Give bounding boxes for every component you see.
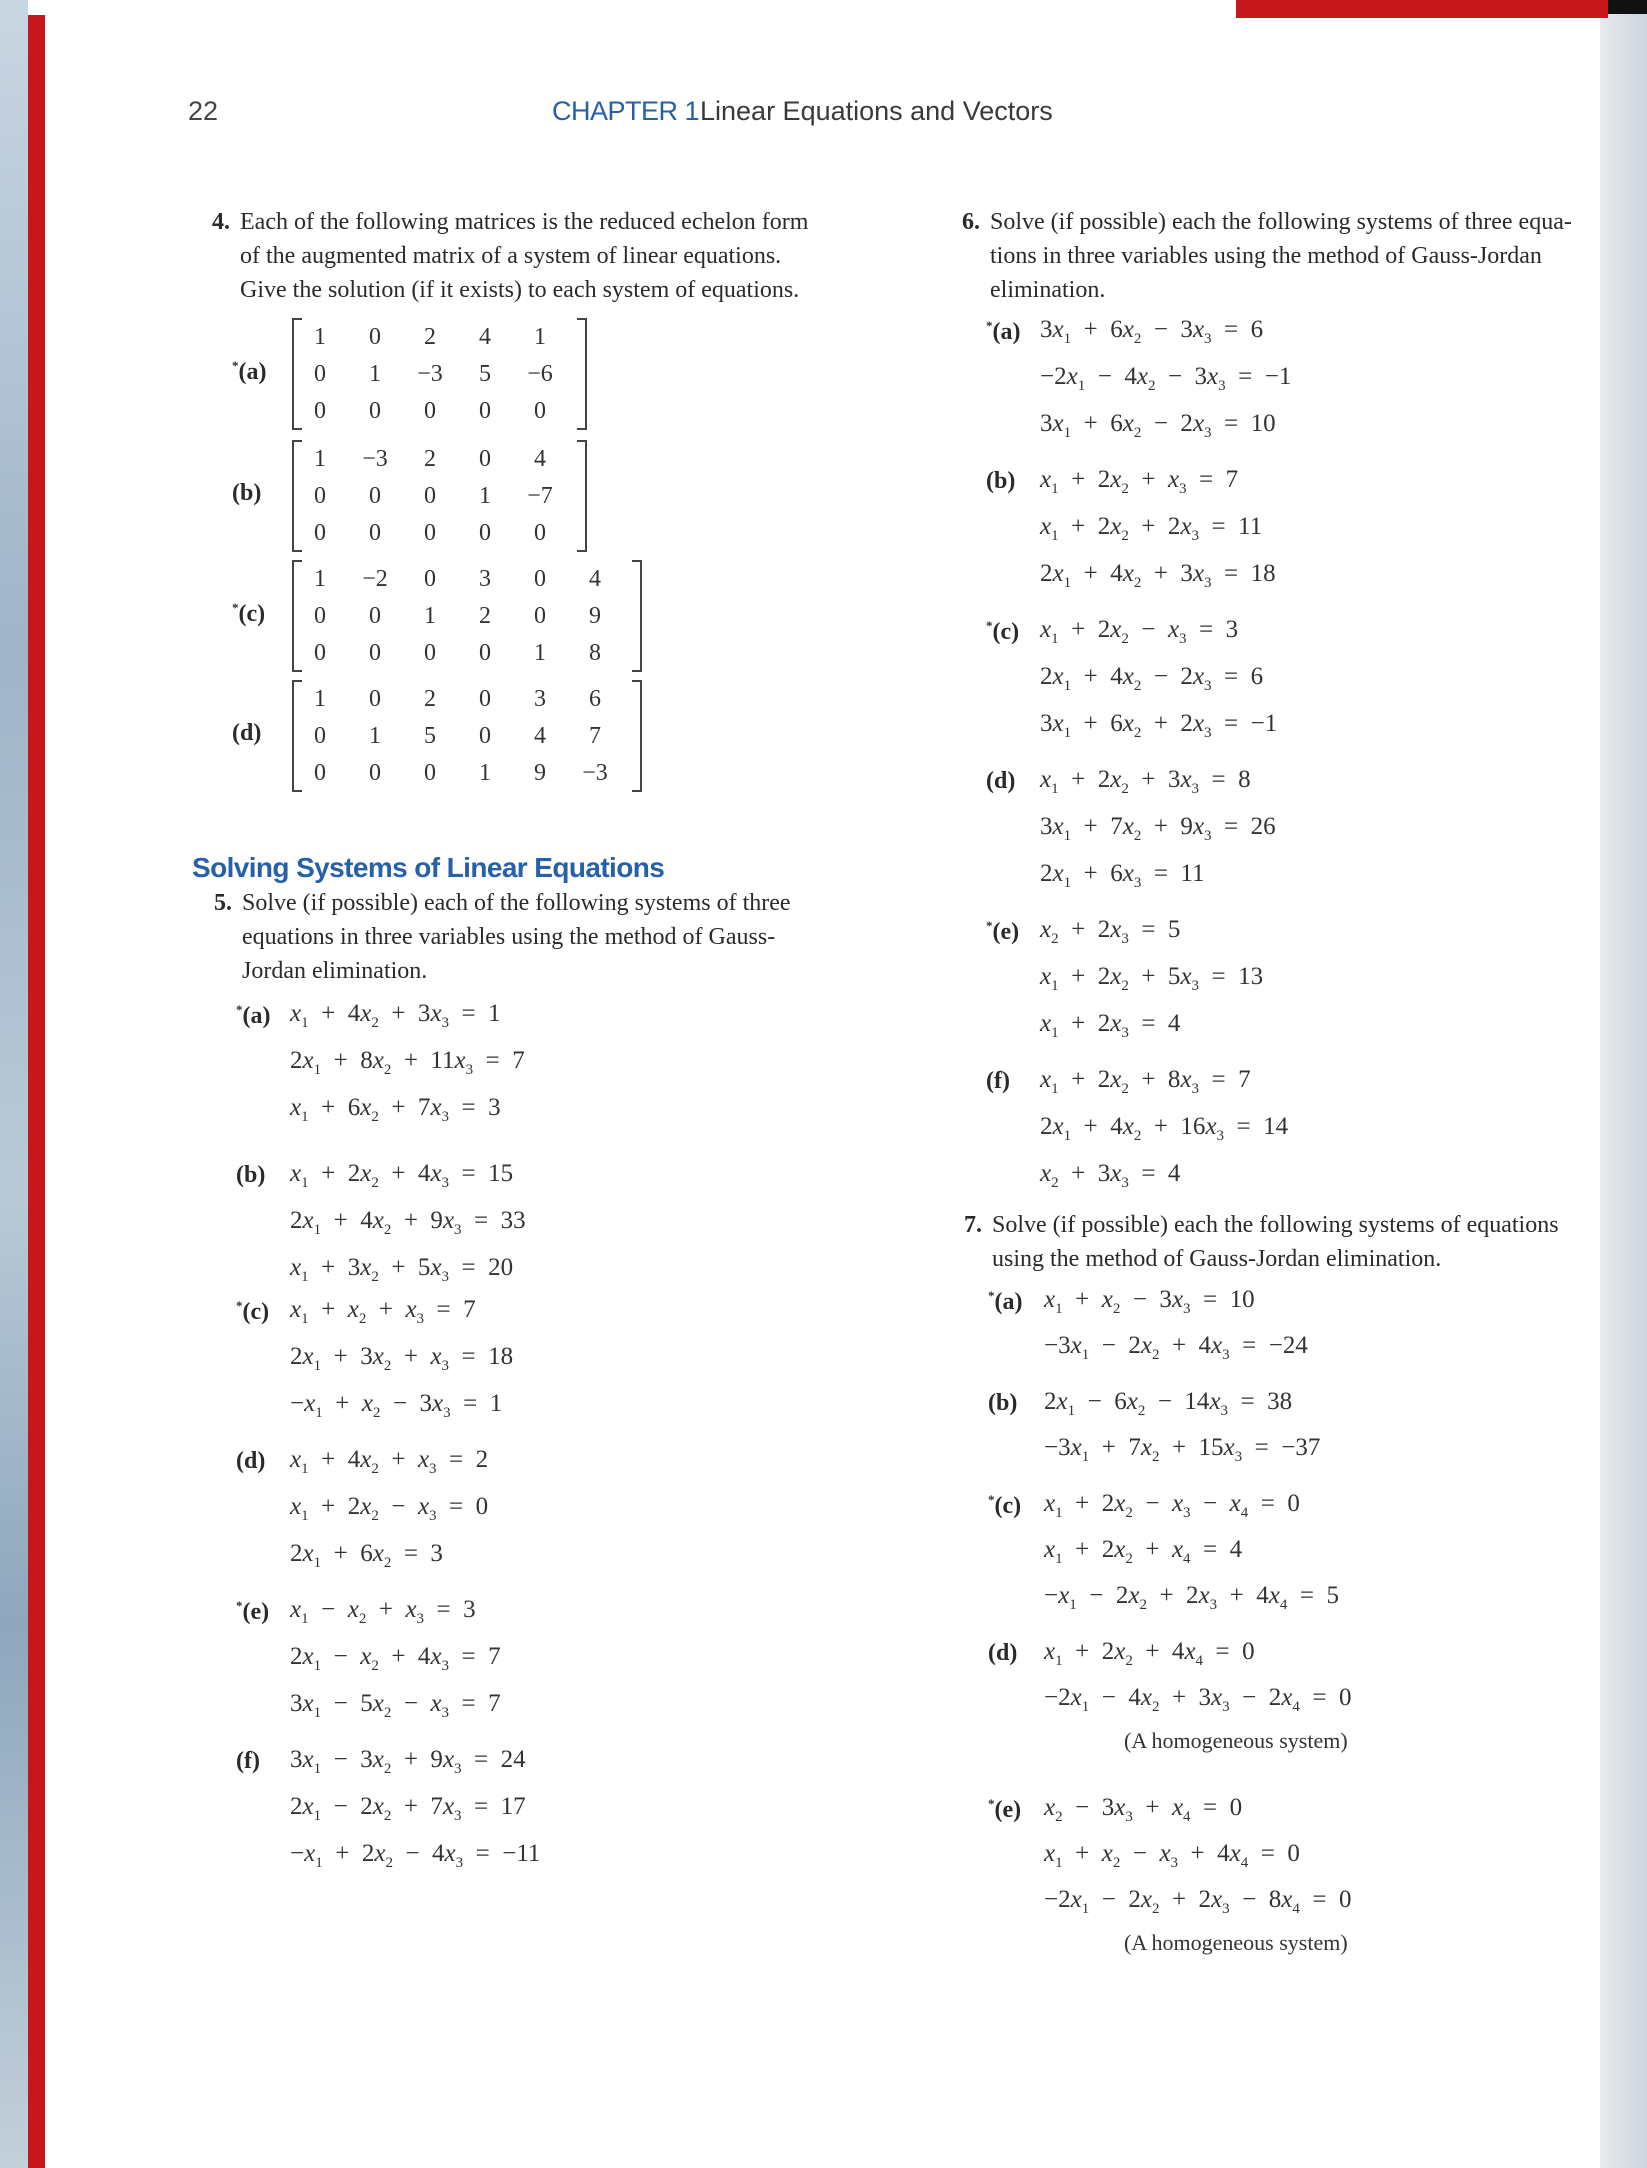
matrix-cell: −6 bbox=[527, 361, 553, 387]
part-label-text: (c) bbox=[994, 1493, 1022, 1519]
matrix-cell: 0 bbox=[424, 398, 436, 424]
matrix-cell: 0 bbox=[369, 603, 381, 629]
star-icon: * bbox=[232, 600, 239, 615]
exercise5-part-label bbox=[236, 1598, 269, 1626]
right-page-edge bbox=[1600, 0, 1647, 2168]
matrix-cell: −3 bbox=[362, 446, 388, 472]
exercise7-part-label bbox=[988, 1640, 1017, 1667]
matrix-cell: 0 bbox=[534, 398, 546, 424]
exercise6-part-label bbox=[986, 918, 1019, 946]
equation: $2x_1 + 3x_2 + x_3 = 18$ bbox=[290, 1343, 514, 1374]
part-label-text: (a) bbox=[992, 319, 1021, 345]
matrix-cell: 5 bbox=[424, 723, 436, 749]
equation: $x_1 + 2x_2 + 8x_3 = 7$ bbox=[1040, 1066, 1251, 1097]
exercise4-part-label bbox=[232, 480, 261, 507]
equation: $-2x_1 - 4x_2 - 3x_3 = -1$ bbox=[1040, 363, 1292, 394]
part-label-text: (c) bbox=[238, 601, 266, 627]
equation: $-3x_1 - 2x_2 + 4x_3 = -24$ bbox=[1044, 1332, 1308, 1363]
part-label-text: (e) bbox=[992, 919, 1020, 945]
equation: $-x_1 - 2x_2 + 2x_3 + 4x_4 = 5$ bbox=[1044, 1582, 1339, 1613]
equation: $x_1 + 2x_2 + 4x_4 = 0$ bbox=[1044, 1638, 1255, 1669]
matrix-cell: 1 bbox=[314, 446, 326, 472]
left-edge-photo bbox=[0, 0, 28, 2168]
exercise4-number: 4. bbox=[212, 209, 230, 235]
exercise4-part-label bbox=[232, 600, 265, 628]
exercise5-part-label bbox=[236, 1748, 260, 1775]
matrix-cell: 2 bbox=[424, 686, 436, 712]
part-label-text: (c) bbox=[992, 619, 1020, 645]
exercise4-text-line: Give the solution (if it exists) to each system of equations. bbox=[240, 277, 800, 303]
matrix-cell: 0 bbox=[314, 361, 326, 387]
exercise7-text-line: using the method of Gauss-Jordan elimination. bbox=[992, 1246, 1442, 1272]
part-label-text: (e) bbox=[242, 1599, 270, 1625]
equation: $x_1 + x_2 - x_3 + 4x_4 = 0$ bbox=[1044, 1840, 1300, 1871]
matrix-cell: 0 bbox=[479, 640, 491, 666]
part-label-text: (d) bbox=[986, 768, 1016, 794]
part-label-text: (f) bbox=[236, 1748, 260, 1774]
matrix-cell: 4 bbox=[479, 324, 491, 350]
equation: $2x_1 + 8x_2 + 11x_3 = 7$ bbox=[290, 1047, 525, 1078]
matrix-cell: 0 bbox=[314, 398, 326, 424]
part-label-text: (d) bbox=[232, 720, 262, 746]
matrix-cell: 0 bbox=[479, 520, 491, 546]
exercise4-part-label bbox=[232, 358, 266, 386]
homogeneous-note: (A homogeneous system) bbox=[1124, 1930, 1348, 1955]
exercise5-text-line: Jordan elimination. bbox=[242, 958, 428, 984]
matrix-cell: −3 bbox=[417, 361, 443, 387]
equation: $2x_1 + 4x_2 + 9x_3 = 33$ bbox=[290, 1207, 526, 1238]
equation: $x_1 + 2x_2 - x_3 = 0$ bbox=[290, 1493, 489, 1524]
matrix-cell: 4 bbox=[534, 723, 546, 749]
equation: $x_2 - 3x_3 + x_4 = 0$ bbox=[1044, 1794, 1243, 1825]
matrix-cell: 0 bbox=[369, 760, 381, 786]
exercise7-number: 7. bbox=[964, 1212, 982, 1238]
part-label-text: (a) bbox=[242, 1003, 271, 1029]
matrix-cell: 0 bbox=[534, 520, 546, 546]
equation: $x_1 + 2x_2 - x_3 = 3$ bbox=[1040, 616, 1239, 647]
exercise5-part-label bbox=[236, 1448, 265, 1475]
matrix-cell: 1 bbox=[369, 361, 381, 387]
equation: $x_1 + 4x_2 + 3x_3 = 1$ bbox=[290, 1000, 501, 1031]
exercise5-part-label bbox=[236, 1162, 265, 1189]
equation: $3x_1 + 6x_2 - 3x_3 = 6$ bbox=[1040, 316, 1264, 347]
part-label-text: (e) bbox=[994, 1797, 1022, 1823]
equation: $x_1 + 2x_3 = 4$ bbox=[1040, 1010, 1181, 1041]
matrix-cell: 1 bbox=[314, 686, 326, 712]
exercise6-part-label bbox=[986, 468, 1015, 495]
matrix-cell: 0 bbox=[424, 483, 436, 509]
star-icon: * bbox=[986, 318, 993, 333]
matrix-cell: −7 bbox=[527, 483, 553, 509]
exercise7-part-label bbox=[988, 1390, 1017, 1417]
matrix-cell: 8 bbox=[589, 640, 601, 666]
matrix-cell: 1 bbox=[369, 723, 381, 749]
homogeneous-note: (A homogeneous system) bbox=[1124, 1728, 1348, 1753]
matrix-cell: −2 bbox=[362, 566, 388, 592]
equation: $3x_1 + 6x_2 + 2x_3 = -1$ bbox=[1040, 710, 1278, 741]
matrix-cell: 0 bbox=[314, 483, 326, 509]
equation: $x_1 + 2x_2 + 2x_3 = 11$ bbox=[1040, 513, 1263, 544]
exercise7-part-label bbox=[988, 1492, 1021, 1520]
matrix-cell: 3 bbox=[479, 566, 491, 592]
matrix-cell: 0 bbox=[479, 686, 491, 712]
matrix-cell: 0 bbox=[424, 760, 436, 786]
star-icon: * bbox=[986, 918, 993, 933]
equation: $x_1 + 2x_2 + x_4 = 4$ bbox=[1044, 1536, 1243, 1567]
equation: $-3x_1 + 7x_2 + 15x_3 = -37$ bbox=[1044, 1434, 1321, 1465]
exercise6-part-label bbox=[986, 768, 1015, 795]
page-header bbox=[188, 96, 1488, 136]
part-label-text: (a) bbox=[238, 359, 267, 385]
matrix-cell: 1 bbox=[534, 640, 546, 666]
exercise7-text-line: Solve (if possible) each the following systems of equations bbox=[992, 1212, 1559, 1238]
matrix-cell: 6 bbox=[589, 686, 601, 712]
matrix-cell: 0 bbox=[314, 520, 326, 546]
equation: $2x_1 - x_2 + 4x_3 = 7$ bbox=[290, 1643, 501, 1674]
star-icon: * bbox=[236, 1002, 243, 1017]
equation: $2x_1 - 2x_2 + 7x_3 = 17$ bbox=[290, 1793, 526, 1824]
top-dark-corner bbox=[1608, 0, 1647, 14]
equation: $x_1 + 6x_2 + 7x_3 = 3$ bbox=[290, 1094, 501, 1125]
equation: $x_1 + 2x_2 - x_3 - x_4 = 0$ bbox=[1044, 1490, 1300, 1521]
exercise4-part-label bbox=[232, 720, 261, 747]
part-label-text: (b) bbox=[988, 1390, 1018, 1416]
exercise4-text-line: Each of the following matrices is the reduced echelon form bbox=[240, 209, 809, 235]
matrix-cell: 0 bbox=[534, 603, 546, 629]
part-label-text: (a) bbox=[994, 1289, 1023, 1315]
matrix-cell: 0 bbox=[369, 398, 381, 424]
page-number: 22 bbox=[188, 96, 219, 126]
exercise5-part-label bbox=[236, 1002, 270, 1030]
exercise6-text-line: Solve (if possible) each the following systems of three equa- bbox=[990, 209, 1572, 235]
matrix-right-bracket bbox=[577, 440, 587, 552]
exercise6-text-line: elimination. bbox=[990, 277, 1106, 303]
equation: $2x_1 - 6x_2 - 14x_3 = 38$ bbox=[1044, 1388, 1293, 1419]
matrix-right-bracket bbox=[632, 680, 642, 792]
equation: $x_1 + 2x_2 + 3x_3 = 8$ bbox=[1040, 766, 1251, 797]
matrix-cell: 3 bbox=[534, 686, 546, 712]
equation: $-x_1 + 2x_2 - 4x_3 = -11$ bbox=[290, 1840, 541, 1871]
matrix-cell: 0 bbox=[369, 324, 381, 350]
exercise5-text-line: equations in three variables using the method of Gauss- bbox=[242, 924, 776, 950]
matrix-cell: −3 bbox=[582, 760, 608, 786]
exercise5-part-label bbox=[236, 1298, 269, 1326]
equation: $2x_1 + 6x_2 = 3$ bbox=[290, 1540, 443, 1571]
equation: $-x_1 + x_2 - 3x_3 = 1$ bbox=[290, 1390, 503, 1421]
matrix-cell: 0 bbox=[314, 760, 326, 786]
part-label-text: (b) bbox=[232, 480, 262, 506]
matrix-cell: 1 bbox=[534, 324, 546, 350]
matrix-cell: 1 bbox=[314, 566, 326, 592]
matrix-cell: 5 bbox=[479, 361, 491, 387]
equation: $3x_1 + 6x_2 - 2x_3 = 10$ bbox=[1040, 410, 1276, 441]
exercise7-part-label bbox=[988, 1288, 1022, 1316]
matrix-cell: 1 bbox=[424, 603, 436, 629]
matrix-cell: 1 bbox=[479, 760, 491, 786]
page-red-edge bbox=[28, 15, 45, 2168]
matrix-cell: 0 bbox=[314, 603, 326, 629]
top-red-edge bbox=[1236, 0, 1608, 18]
part-label-text: (c) bbox=[242, 1299, 270, 1325]
equation: $3x_1 + 7x_2 + 9x_3 = 26$ bbox=[1040, 813, 1276, 844]
part-label-text: (f) bbox=[986, 1068, 1010, 1094]
part-label-text: (b) bbox=[236, 1162, 266, 1188]
chapter-label: CHAPTER 1 bbox=[552, 96, 700, 126]
matrix-cell: 0 bbox=[424, 640, 436, 666]
equation: $x_1 + x_2 - 3x_3 = 10$ bbox=[1044, 1286, 1255, 1317]
equation: $2x_1 + 4x_2 + 3x_3 = 18$ bbox=[1040, 560, 1276, 591]
matrix-cell: 0 bbox=[479, 398, 491, 424]
matrix-cell: 9 bbox=[589, 603, 601, 629]
matrix-cell: 2 bbox=[424, 446, 436, 472]
matrix-cell: 0 bbox=[314, 723, 326, 749]
matrix-cell: 0 bbox=[479, 446, 491, 472]
matrix-cell: 0 bbox=[369, 483, 381, 509]
part-label-text: (d) bbox=[236, 1448, 266, 1474]
exercise6-part-label bbox=[986, 318, 1020, 346]
equation: $-2x_1 - 4x_2 + 3x_3 - 2x_4 = 0$ bbox=[1044, 1684, 1352, 1715]
matrix-cell: 0 bbox=[369, 686, 381, 712]
matrix-cell: 1 bbox=[479, 483, 491, 509]
equation: $x_1 - x_2 + x_3 = 3$ bbox=[290, 1596, 476, 1627]
matrix-cell: 0 bbox=[369, 640, 381, 666]
matrix-cell: 2 bbox=[424, 324, 436, 350]
matrix-cell: 1 bbox=[314, 324, 326, 350]
exercise5-number: 5. bbox=[214, 890, 232, 916]
star-icon: * bbox=[236, 1598, 243, 1613]
star-icon: * bbox=[986, 618, 993, 633]
equation: $x_1 + 4x_2 + x_3 = 2$ bbox=[290, 1446, 489, 1477]
part-label-text: (b) bbox=[986, 468, 1016, 494]
equation: $2x_1 + 4x_2 - 2x_3 = 6$ bbox=[1040, 663, 1264, 694]
equation: $x_1 + 2x_2 + 4x_3 = 15$ bbox=[290, 1160, 514, 1191]
equation: $x_2 + 3x_3 = 4$ bbox=[1040, 1160, 1181, 1191]
matrix-cell: 0 bbox=[369, 520, 381, 546]
matrix-cell: 7 bbox=[589, 723, 601, 749]
exercise6-part-label bbox=[986, 618, 1019, 646]
matrix-right-bracket bbox=[632, 560, 642, 672]
equation: $x_1 + 2x_2 + 5x_3 = 13$ bbox=[1040, 963, 1264, 994]
matrix-cell: 4 bbox=[534, 446, 546, 472]
matrix-right-bracket bbox=[577, 318, 587, 430]
exercise6-number: 6. bbox=[962, 209, 980, 235]
exercise7-part-label bbox=[988, 1796, 1021, 1824]
equation: $3x_1 - 5x_2 - x_3 = 7$ bbox=[290, 1690, 501, 1721]
equation: $x_1 + x_2 + x_3 = 7$ bbox=[290, 1296, 476, 1327]
part-label-text: (d) bbox=[988, 1640, 1018, 1666]
equation: $2x_1 + 6x_3 = 11$ bbox=[1040, 860, 1205, 891]
exercise4-text-line: of the augmented matrix of a system of linear equations. bbox=[240, 243, 782, 269]
chapter-title: Linear Equations and Vectors bbox=[700, 96, 1053, 126]
exercise6-part-label bbox=[986, 1068, 1010, 1095]
equation: $2x_1 + 4x_2 + 16x_3 = 14$ bbox=[1040, 1113, 1289, 1144]
matrix-cell: 0 bbox=[479, 723, 491, 749]
section-heading: Solving Systems of Linear Equations bbox=[192, 852, 665, 883]
star-icon: * bbox=[232, 358, 239, 373]
matrix-cell: 9 bbox=[534, 760, 546, 786]
matrix-cell: 0 bbox=[314, 640, 326, 666]
equation: $-2x_1 - 2x_2 + 2x_3 - 8x_4 = 0$ bbox=[1044, 1886, 1352, 1917]
matrix-cell: 2 bbox=[479, 603, 491, 629]
matrix-cell: 4 bbox=[589, 566, 601, 592]
equation: $3x_1 - 3x_2 + 9x_3 = 24$ bbox=[290, 1746, 526, 1777]
matrix-cell: 0 bbox=[534, 566, 546, 592]
equation: $x_2 + 2x_3 = 5$ bbox=[1040, 916, 1181, 947]
star-icon: * bbox=[988, 1288, 995, 1303]
equation: $x_1 + 2x_2 + x_3 = 7$ bbox=[1040, 466, 1239, 497]
exercise5-text-line: Solve (if possible) each of the following systems of three bbox=[242, 890, 791, 916]
matrix-cell: 0 bbox=[424, 520, 436, 546]
star-icon: * bbox=[988, 1796, 995, 1811]
matrix-cell: 0 bbox=[424, 566, 436, 592]
equation: $x_1 + 3x_2 + 5x_3 = 20$ bbox=[290, 1254, 514, 1285]
exercise6-text-line: tions in three variables using the method of Gauss-Jordan bbox=[990, 243, 1542, 269]
star-icon: * bbox=[988, 1492, 995, 1507]
star-icon: * bbox=[236, 1298, 243, 1313]
